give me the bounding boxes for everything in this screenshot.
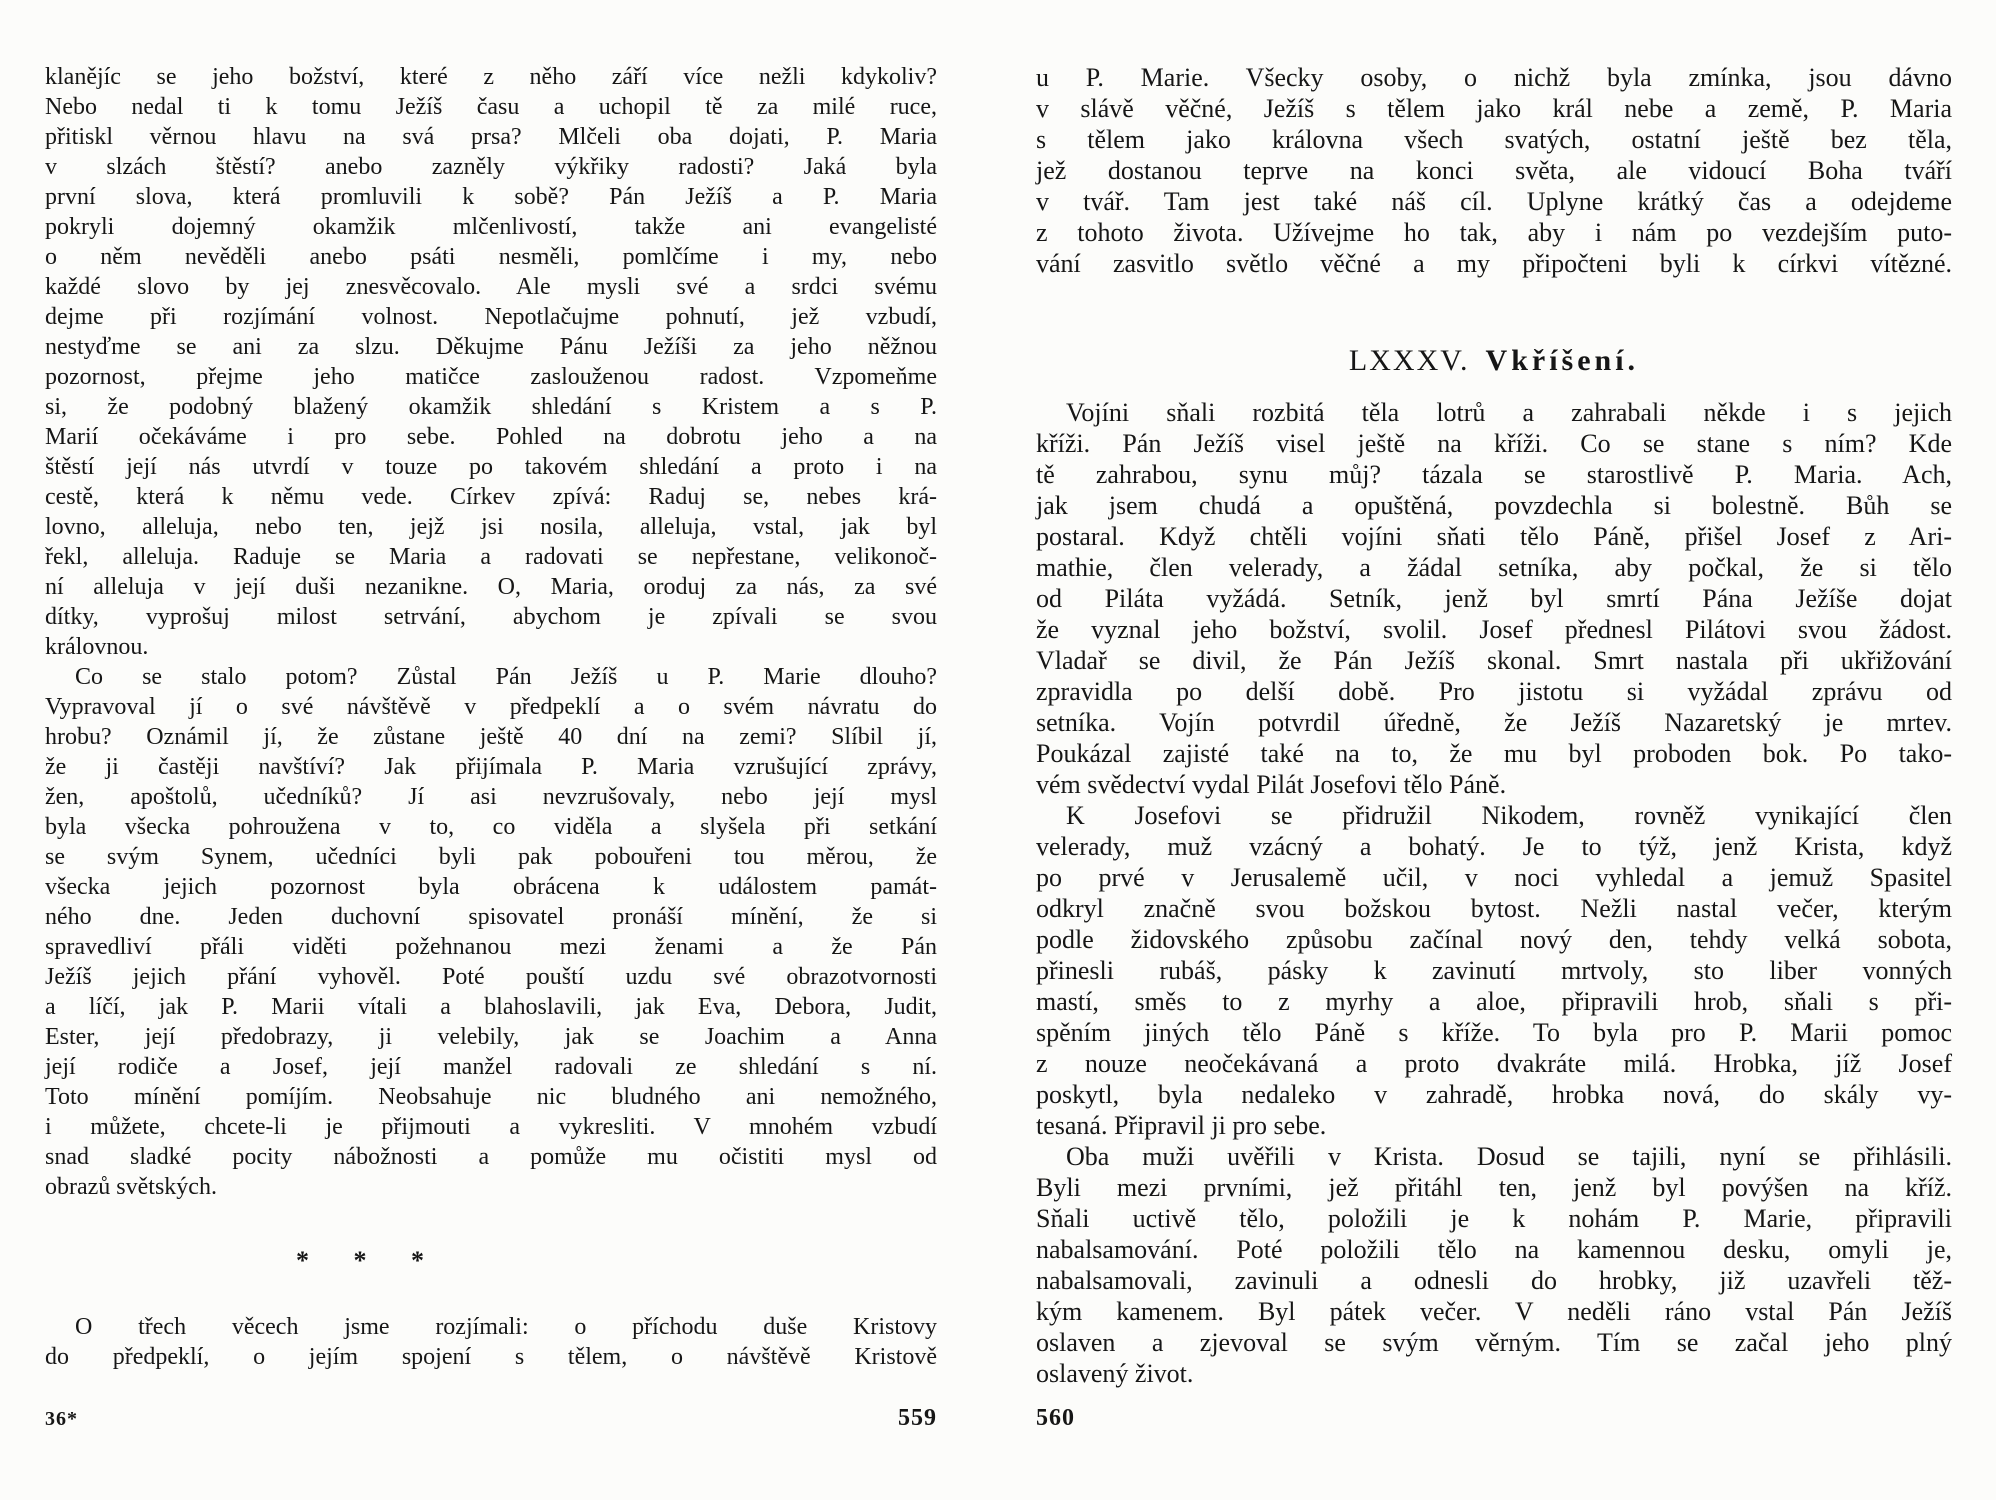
- text-line: si, že podobný blažený okamžik shledání s Kristem a s P.: [45, 394, 937, 420]
- text-line: dejme při rozjímání volnost. Nepotlačujme pohnutí, jež vzbudí,: [45, 304, 937, 330]
- paragraph: [45, 62, 937, 662]
- text-line: snad sladké pocity nábožnosti a pomůže mu očistiti mysl od: [45, 1144, 937, 1170]
- text-line: postaral. Když chtěli vojíni sňati tělo Páně, přišel Josef z Ari-: [1036, 522, 1952, 551]
- text-line: Ester, její předobrazy, ji velebily, jak se Joachim a Anna: [45, 1024, 937, 1050]
- text-line: Oba muži uvěřili v Krista. Dosud se tajili, nyní se přihlásili.: [1066, 1142, 1952, 1171]
- text-line: mathie, člen velerady, a žádal setníka, aby počkal, že si tělo: [1036, 553, 1952, 582]
- page-number-right: 560: [1036, 1405, 1075, 1431]
- text-line: se svým Synem, učedníci byli pak pobouřeni tou měrou, že: [45, 844, 937, 870]
- text-line: O třech věcech jsme rozjímali: o příchodu duše Kristovy: [75, 1314, 937, 1340]
- text-line: první slova, která promluvili k sobě? Pán Ježíš a P. Maria: [45, 184, 937, 210]
- text-line: Vojíni sňali rozbitá těla lotrů a zahrabali někde i s jejich: [1066, 398, 1952, 427]
- text-line: cestě, která k němu vede. Církev zpívá: Raduj se, nebes krá-: [45, 484, 937, 510]
- text-line: spravedliví přáli viděti požehnanou mezi ženami a že Pán: [45, 934, 937, 960]
- text-line: žen, apoštolů, učedníků? Jí asi nevzrušovaly, nebo její mysl: [45, 784, 937, 810]
- text-line: kříži. Pán Ježíš visel ještě na kříži. Co se stane s ním? Kde: [1036, 429, 1952, 458]
- text-line: nabalsamovali, zavinuli a odnesli do hrobky, již uzavřeli těž-: [1036, 1266, 1952, 1295]
- right-page-body: [1036, 397, 1952, 1389]
- text-line: přinesli rubáš, pásky k zavinutí mrtvoly, sto liber vonných: [1036, 956, 1952, 985]
- text-line: nabalsamování. Poté položili tělo na kamennou desku, omyli je,: [1036, 1235, 1952, 1264]
- text-line: u P. Marie. Všecky osoby, o nichž byla zmínka, jsou dávno: [1036, 63, 1952, 92]
- text-line: do předpeklí, o jejím spojení s tělem, o návštěvě Kristově: [45, 1344, 937, 1370]
- text-line: vém svědectví vydal Pilát Josefovi tělo Páně.: [1036, 770, 1507, 799]
- text-line: podle židovského způsobu začínal nový den, tehdy velká sobota,: [1036, 925, 1952, 954]
- text-line: Poukázal zajisté také na to, že mu byl proboden bok. Po tako-: [1036, 739, 1952, 768]
- text-line: od Piláta vyžádá. Setník, jenž byl smrtí Pána Ježíše dojat: [1036, 584, 1952, 613]
- text-line: dítky, vyprošuj milost setrvání, abychom je zpívali se svou: [45, 604, 937, 630]
- text-line: oslavený život.: [1036, 1359, 1194, 1388]
- text-line: v tvář. Tam jest také náš cíl. Uplyne krátký čas a odejdeme: [1036, 187, 1952, 216]
- text-line: štěstí její nás utvrdí v touze po takovém shledání a proto i na: [45, 454, 937, 480]
- text-line: přitiskl věrnou hlavu na svá prsa? Mlčeli oba dojati, P. Maria: [45, 124, 937, 150]
- text-line: tesaná. Připravil ji pro sebe.: [1036, 1111, 1327, 1140]
- chapter-number: LXXXV.: [1348, 344, 1470, 377]
- text-line: tě zahrabou, synu můj? tázala se starostlivě P. Maria. Ach,: [1036, 460, 1952, 489]
- text-line: lovno, alleluja, nebo ten, jejž jsi nosila, alleluja, vstal, jak byl: [45, 514, 937, 540]
- paragraph: [1036, 800, 1952, 1141]
- paragraph: [1036, 62, 1952, 279]
- text-line: odkryl značně svou božskou bytost. Nežli nastal večer, kterým: [1036, 894, 1952, 923]
- left-page-text-column: [45, 62, 937, 1372]
- text-line: kým kamenem. Byl pátek večer. V neděli ráno vstal Pán Ježíš: [1036, 1297, 1952, 1326]
- paragraph: [45, 662, 937, 1202]
- paragraph: [1036, 397, 1952, 800]
- text-line: každé slovo by jej znesvěcovalo. Ale mysli své a srdci svému: [45, 274, 937, 300]
- right-page-text-column: [1036, 62, 1952, 1389]
- text-line: oslaven a zjevoval se svým věrným. Tím se začal jeho plný: [1036, 1328, 1952, 1357]
- text-line: poskytl, byla nedaleko v zahradě, hrobka nová, do skály vy-: [1036, 1080, 1952, 1109]
- text-line: s tělem jako královna všech svatých, ostatní ještě bez těla,: [1036, 125, 1952, 154]
- text-line: pozornost, přejme jeho matičce zaslouženou radost. Vzpomeňme: [45, 364, 937, 390]
- text-line: že ji častěji navštíví? Jak přijímala P. Maria vzrušující zprávy,: [45, 754, 937, 780]
- text-line: po prvé v Jerusalemě učil, v noci vyhledal a jemuž Spasitel: [1036, 863, 1952, 892]
- text-line: zpravidla po delší době. Pro jistotu si vyžádal zprávu od: [1036, 677, 1952, 706]
- text-line: Vladař se divil, že Pán Ježíš skonal. Smrt nastala při ukřižování: [1036, 646, 1952, 675]
- text-line: klanějíc se jeho božství, které z něho září více nežli kdykoliv?: [45, 64, 937, 90]
- text-line: Sňali uctivě tělo, položili je k nohám P. Marie, připravili: [1036, 1204, 1952, 1233]
- paragraph: [1036, 1141, 1952, 1389]
- text-line: v slzách štěstí? anebo zazněly výkřiky radosti? Jaká byla: [45, 154, 937, 180]
- chapter-title: Vkříšení.: [1485, 344, 1640, 377]
- text-line: jež dostanou teprve na konci světa, ale vidoucí Boha tváří: [1036, 156, 1952, 185]
- text-line: vání zasvitlo světlo věčné a my připočteni byli k církvi vítězné.: [1036, 249, 1952, 278]
- text-line: byla všecka pohroužena v to, co viděla a slyšela při setkání: [45, 814, 937, 840]
- text-line: že vyznal jeho božství, svolil. Josef přednesl Pilátovi svou žádost.: [1036, 615, 1952, 644]
- text-line: všecka jejich pozornost byla obrácena k událostem památ-: [45, 874, 937, 900]
- text-line: pokryli dojemný okamžik mlčenlivostí, takže ani evangelisté: [45, 214, 937, 240]
- signature-mark: 36*: [45, 1408, 78, 1430]
- text-line: obrazů světských.: [45, 1174, 217, 1200]
- text-line: setníka. Vojín potvrdil úředně, že Ježíš Nazaretský je mrtev.: [1036, 708, 1952, 737]
- left-page-closing: [45, 1312, 937, 1372]
- section-separator: * * *: [296, 1246, 426, 1275]
- text-line: v slávě věčné, Ježíš s tělem jako král nebe a země, P. Maria: [1036, 94, 1952, 123]
- text-line: Byli mezi prvními, jež přitáhl ten, jenž byl povýšen na kříž.: [1036, 1173, 1952, 1202]
- left-page-footer: [45, 1405, 937, 1432]
- text-line: řekl, alleluja. Raduje se Maria a radovati se nepřestane, velikonoč-: [45, 544, 937, 570]
- text-line: Vypravoval jí o své návštěvě v předpeklí a o svém návratu do: [45, 694, 937, 720]
- text-line: i můžete, chcete-li je přijmouti a vykresliti. V mnohém vzbudí: [45, 1114, 937, 1140]
- text-line: o něm nevěděli anebo psáti nesměli, pomlčíme i my, nebo: [45, 244, 937, 270]
- paragraph: [45, 1312, 937, 1372]
- left-page-body: [45, 62, 937, 1202]
- text-line: její rodiče a Josef, její manžel radovali ze shledání s ní.: [45, 1054, 937, 1080]
- text-line: ní alleluja v její duši nezanikne. O, Maria, oroduj za nás, za své: [45, 574, 937, 600]
- text-line: Toto mínění pomíjím. Neobsahuje nic bludného ani nemožného,: [45, 1084, 937, 1110]
- text-line: Marií očekáváme i pro sebe. Pohled na dobrotu jeho a na: [45, 424, 937, 450]
- text-line: z tohoto života. Užívejme ho tak, aby i nám po vezdejším puto-: [1036, 218, 1952, 247]
- text-line: Nebo nedal ti k tomu Ježíš času a uchopil tě za milé ruce,: [45, 94, 937, 120]
- text-line: Co se stalo potom? Zůstal Pán Ježíš u P. Marie dlouho?: [75, 664, 937, 690]
- text-line: ného dne. Jeden duchovní spisovatel pronáší mínění, že si: [45, 904, 937, 930]
- right-page-continuation: [1036, 62, 1952, 279]
- text-line: spěním jiných tělo Páně s kříže. To byla pro P. Marii pomoc: [1036, 1018, 1952, 1047]
- text-line: nestyďme se ani za slzu. Děkujme Pánu Ježíši za jeho něžnou: [45, 334, 937, 360]
- text-line: K Josefovi se přidružil Nikodem, rovněž vynikající člen: [1066, 801, 1952, 830]
- right-page-footer: [1036, 1405, 1075, 1432]
- text-line: Ježíš jejich přání vyhověl. Poté pouští uzdu své obrazotvornosti: [45, 964, 937, 990]
- text-line: z nouze neočekávaná a proto dvakráte milá. Hrobka, jíž Josef: [1036, 1049, 1952, 1078]
- text-line: velerady, muž vzácný a bohatý. Je to týž, jenž Krista, když: [1036, 832, 1952, 861]
- page-number-left: 559: [898, 1405, 937, 1431]
- text-line: a líčí, jak P. Marii vítali a blahoslavili, jak Eva, Debora, Judit,: [45, 994, 937, 1020]
- text-line: mastí, směs to z myrhy a aloe, připravili hrob, sňali s při-: [1036, 987, 1952, 1016]
- text-line: královnou.: [45, 634, 149, 660]
- text-line: hrobu? Oznámil jí, že zůstane ještě 40 dní na zemi? Slíbil jí,: [45, 724, 937, 750]
- text-line: jak jsem chudá a opuštěná, povzdechla si bolestně. Bůh se: [1036, 491, 1952, 520]
- chapter-heading: [1036, 341, 1952, 381]
